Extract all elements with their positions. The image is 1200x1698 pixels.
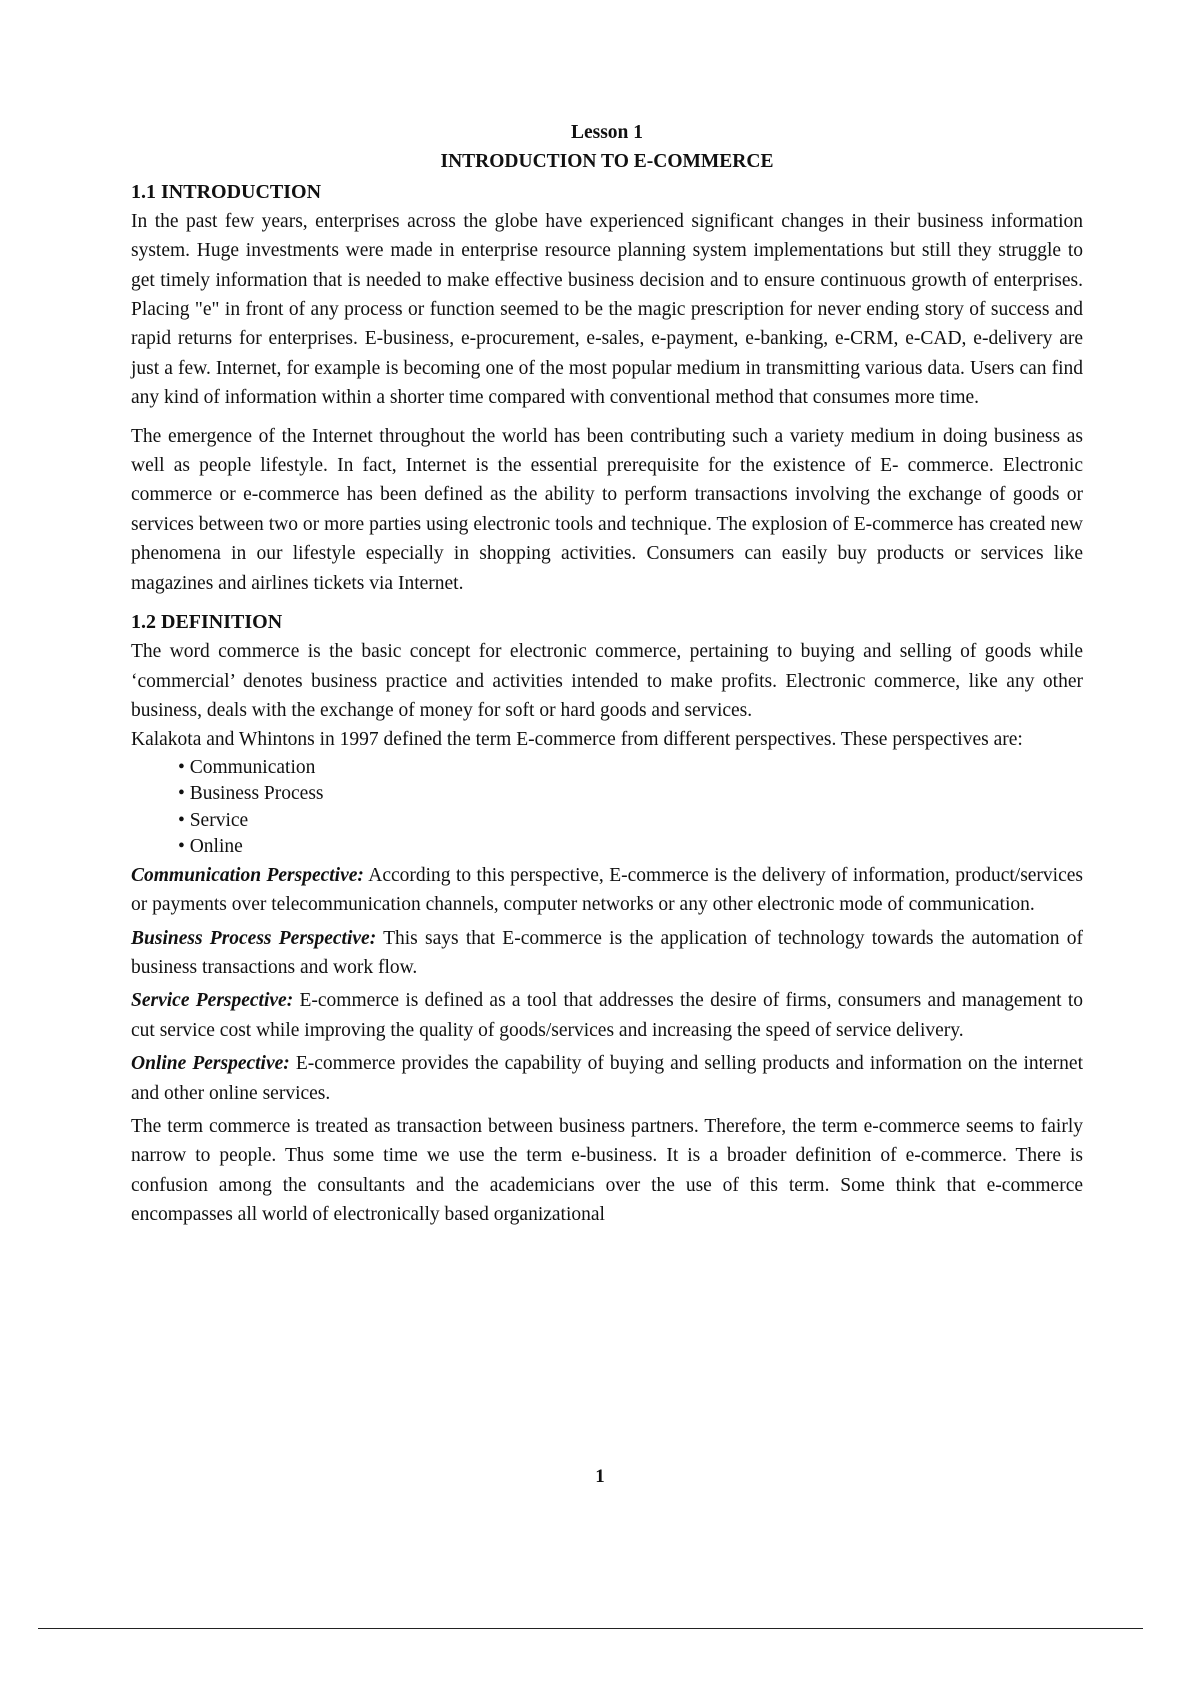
paragraph: The emergence of the Internet throughout the world has been contributing such a variety medium in doing business as well as people lifestyle. In fact, Internet is the essential prerequisite for the existence of E- commerce. Electronic commerce or e-commerce has been defined as the ability to perform transactions involving the exchange of goods or services between two or more parties using electronic tools and technique. The explosion of E-commerce has created new phenomena in our lifestyle especially in shopping activities. Consumers can easily buy products or services like magazines and airlines tickets via Internet. xyxy=(131,425,1083,594)
list-item: • Service xyxy=(178,808,1083,835)
perspective-service xyxy=(131,986,1083,1045)
paragraph: The word commerce is the basic concept for electronic commerce, pertaining to buying and selling of goods while ‘commercial’ denotes business practice and activities intended to make profits. Electronic commerce, like any other business, deals with the exchange of money for soft or hard goods and services. xyxy=(131,641,1083,721)
perspective-communication xyxy=(131,861,1083,920)
perspective-term: Online Perspective: xyxy=(131,1053,290,1075)
section-heading-definition: 1.2 DEFINITION xyxy=(131,611,283,634)
footer-divider xyxy=(38,1628,1143,1629)
perspective-term: Business Process Perspective: xyxy=(131,927,377,949)
lesson-label: Lesson 1 xyxy=(570,122,644,143)
document-page xyxy=(131,118,1083,1230)
paragraph: The term commerce is treated as transaction between business partners. Therefore, the term e-commerce seems to fairly narrow to people. Thus some time we use the term e-business. It is a broader definition of e-commerce. There is confusion among the consultants and the academicians over the use of this term. Some think that e-commerce encompasses all world of electronically based organizational xyxy=(131,1115,1083,1226)
page-number: 1 xyxy=(595,1466,605,1487)
list-item: • Online xyxy=(178,834,1083,861)
section-heading-introduction: 1.1 INTRODUCTION xyxy=(131,180,322,203)
perspective-text: E-commerce is defined as a tool that addresses the desire of firms, consumers and management to cut service cost while improving the quality of goods/services and increasing the speed of service delivery. xyxy=(131,990,1083,1041)
document-title: INTRODUCTION TO E-COMMERCE xyxy=(440,151,774,173)
perspective-text: This says that E-commerce is the application of technology towards the automation of business transactions and work flow. xyxy=(131,927,1083,978)
perspective-text: E-commerce provides the capability of buying and selling products and information on the internet and other online services. xyxy=(131,1053,1083,1104)
perspective-term: Communication Perspective: xyxy=(131,864,364,886)
paragraph: Kalakota and Whintons in 1997 defined the term E-commerce from different perspectives. These perspectives are: xyxy=(131,729,1023,751)
perspective-online xyxy=(131,1049,1083,1108)
perspective-text: According to this perspective, E-commerce is the delivery of information, product/services or payments over telecommunication channels, computer networks or any other electronic mode of communication. xyxy=(131,864,1083,916)
paragraph: In the past few years, enterprises across the globe have experienced significant changes in their business information system. Huge investments were made in enterprise resource planning system implementations but still they struggle to get timely information that is needed to make effective business decision and to ensure continuous growth of enterprises. Placing "e" in front of any process or function seemed to be the magic prescription for never ending story of success and rapid returns for enterprises. E-business, e-procurement, e-sales, e-payment, e-banking, e-CRM, e-CAD, e-delivery are just a few. Internet, for example is becoming one of the most popular medium in transmitting various data. Users can find any kind of information within a shorter time compared with conventional method that consumes more time. xyxy=(131,210,1083,409)
perspective-business-process xyxy=(131,924,1083,983)
list-item: • Communication xyxy=(178,755,1083,782)
list-item: • Business Process xyxy=(178,781,1083,808)
perspectives-list xyxy=(131,755,1083,861)
perspective-term: Service Perspective: xyxy=(131,990,294,1012)
